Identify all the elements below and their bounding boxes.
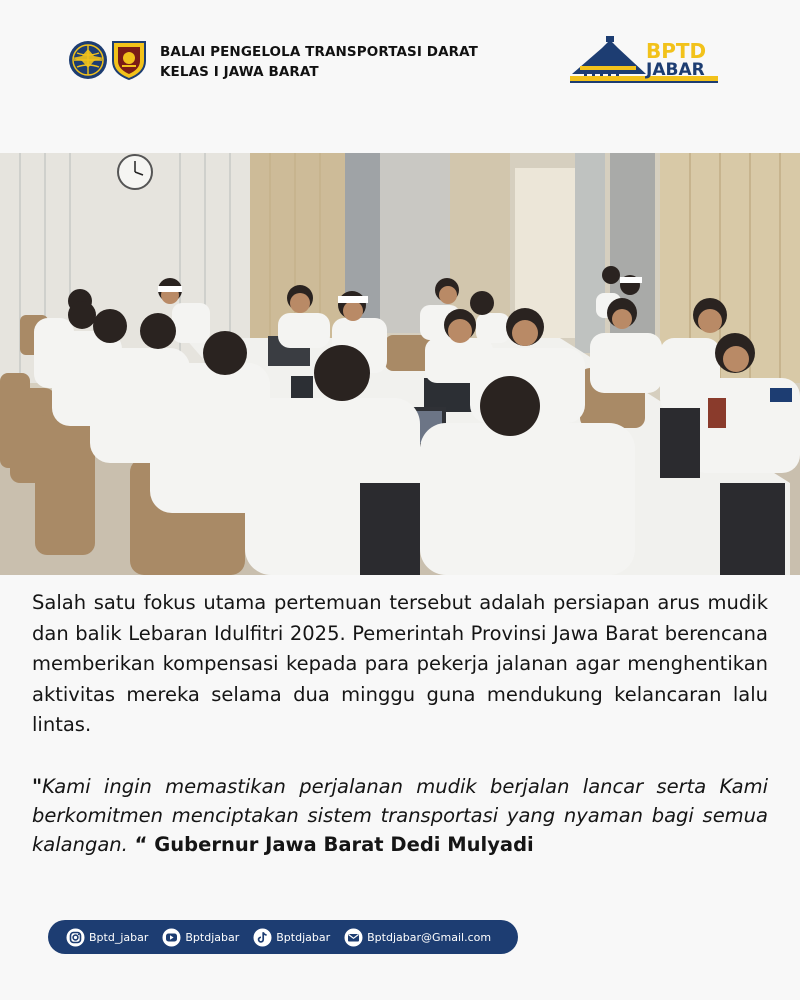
social-media-bar [48, 920, 518, 954]
social-label-tiktok: Bptdjabar [276, 930, 331, 944]
social-item-tiktok[interactable] [253, 928, 330, 947]
social-item-email[interactable] [344, 928, 491, 947]
social-label-youtube: Bptdjabar [185, 930, 240, 944]
quote-text: Kami ingin memastikan perjalanan mudik berjalan lancar serta Kami berkomitmen menciptakan sistem transportasi yang nyaman bagi semua kalangan. [32, 775, 768, 856]
organization-name-line2: KELAS I JAWA BARAT [160, 64, 319, 80]
bptd-logo-bottom-text: JABAR [646, 60, 705, 80]
tiktok-icon [253, 928, 272, 947]
bptd-jabar-logo [566, 30, 726, 90]
quote-block [32, 772, 768, 859]
youtube-icon [162, 928, 181, 947]
organization-name-line1: BALAI PENGELOLA TRANSPORTASI DARAT [160, 44, 478, 60]
social-label-email: Bptdjabar@Gmail.com [367, 930, 492, 944]
bptd-logo-top-text: BPTD [646, 39, 707, 63]
header [0, 0, 800, 150]
quote-close-mark: “ [127, 833, 155, 856]
article-paragraph: Salah satu fokus utama pertemuan tersebut adalah persiapan arus mudik dan balik Lebaran Idulfitri 2025. Pemerintah Provinsi Jawa Barat berencana memberikan kompensasi kepada para pekerja jalanan agar menghentikan aktivitas mereka selama dua minggu guna mendukung kelancaran lalu lintas. [32, 591, 768, 736]
social-item-youtube[interactable] [162, 928, 239, 947]
organization-name [160, 42, 478, 82]
social-label-instagram: Bptd_jabar [89, 930, 149, 944]
shield-emblem-icon [110, 39, 148, 81]
quote-open-mark: " [32, 775, 43, 798]
social-item-instagram[interactable] [66, 928, 148, 947]
email-icon [344, 928, 363, 947]
quote-author: Gubernur Jawa Barat Dedi Mulyadi [154, 833, 534, 856]
kemenhub-emblem-icon [68, 40, 108, 80]
meeting-room-photo [0, 153, 800, 575]
instagram-icon [66, 928, 85, 947]
